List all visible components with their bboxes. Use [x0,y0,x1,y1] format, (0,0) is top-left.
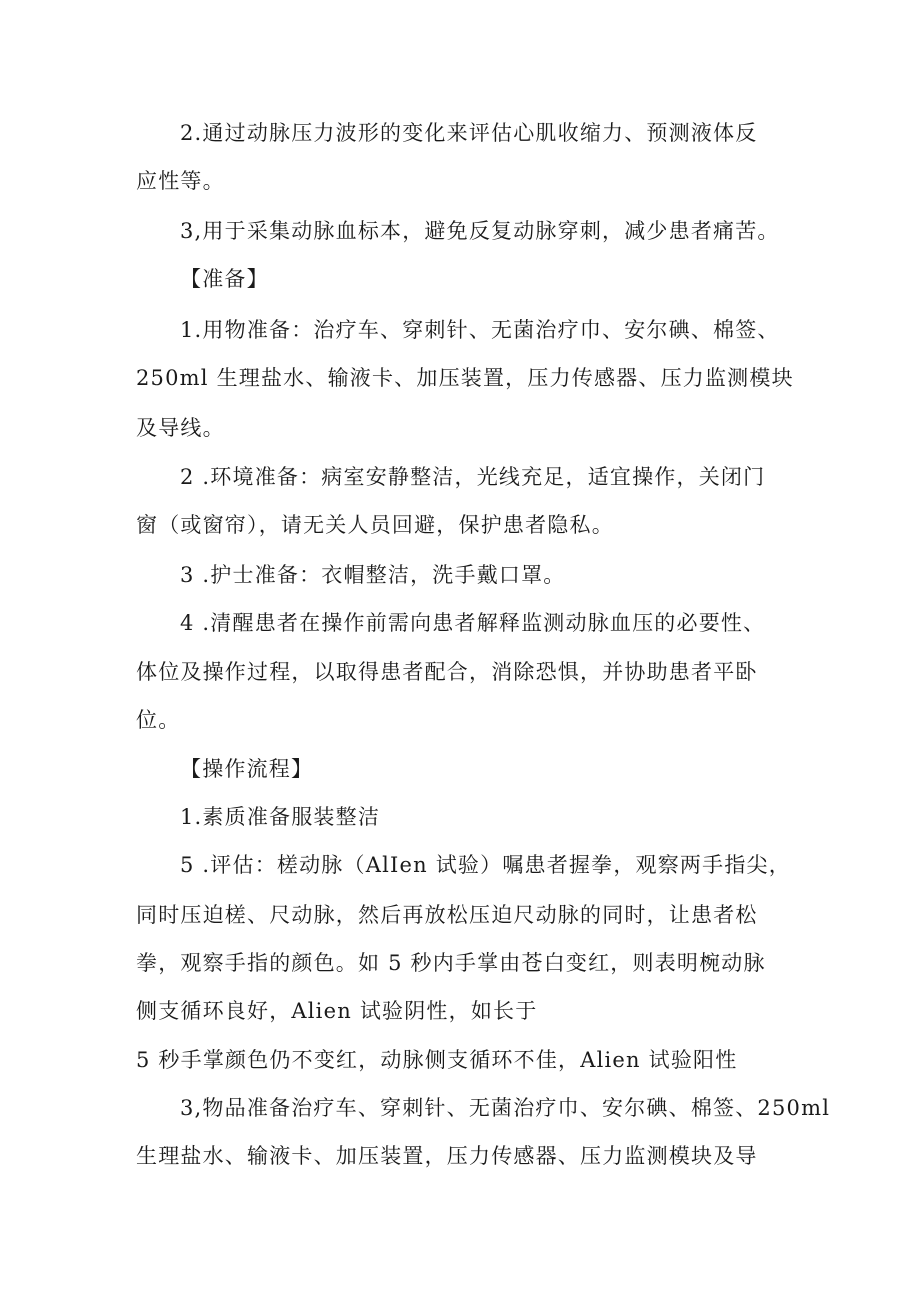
text-line: 1.素质准备服装整洁 [180,805,381,829]
text-line: 侧支循环良好，Alien 试验阴性，如长于 [136,999,538,1023]
text-line: 1.用物准备：治疗车、穿刺针、无菌治疗巾、安尔碘、棉签、 [180,318,780,342]
text-line: 同时压迫槎、尺动脉，然后再放松压迫尺动脉的同时，让患者松 [136,903,758,927]
text-line: 3 .护士准备：衣帽整洁，洗手戴口罩。 [180,563,566,587]
section-heading: 【操作流程】 [180,757,314,781]
section-heading: 【准备】 [180,267,269,291]
text-line: 4 .清醒患者在操作前需向患者解释监测动脉血压的必要性、 [180,611,766,635]
text-line: 2 .环境准备：病室安静整洁，光线充足，适宜操作，关闭门 [180,465,766,489]
text-line: 3,物品准备治疗车、穿刺针、无菌治疗巾、安尔碘、棉签、250ml [180,1096,831,1120]
text-line: 拳，观察手指的颜色。如 5 秒内手掌由苍白变红，则表明椀动脉 [136,951,766,975]
text-line: 应性等。 [136,169,225,193]
text-line: 窗（或窗帘），请无关人员回避，保护患者隐私。 [136,513,614,537]
text-line: 体位及操作过程，以取得患者配合，消除恐惧，并协助患者平卧 [136,660,758,684]
text-line: 2.通过动脉压力波形的变化来评估心肌收缩力、预测液体反 [180,121,758,145]
text-line: 5 .评估：槎动脉（AlIen 试验）嘱患者握拳，观察两手指尖， [180,853,791,877]
text-line: 生理盐水、输液卡、加压装置，压力传感器、压力监测模块及导 [136,1144,758,1168]
text-line: 3,用于采集动脉血标本，避免反复动脉穿刺，减少患者痛苦。 [180,219,780,243]
text-line: 位。 [136,708,181,732]
text-line: 5 秒手掌颜色仍不变红，动脉侧支循环不佳，Alien 试验阳性 [136,1048,738,1072]
text-line: 250ml 生理盐水、输液卡、加压装置，压力传感器、压力监测模块 [136,366,794,390]
text-line: 及导线。 [136,416,225,440]
